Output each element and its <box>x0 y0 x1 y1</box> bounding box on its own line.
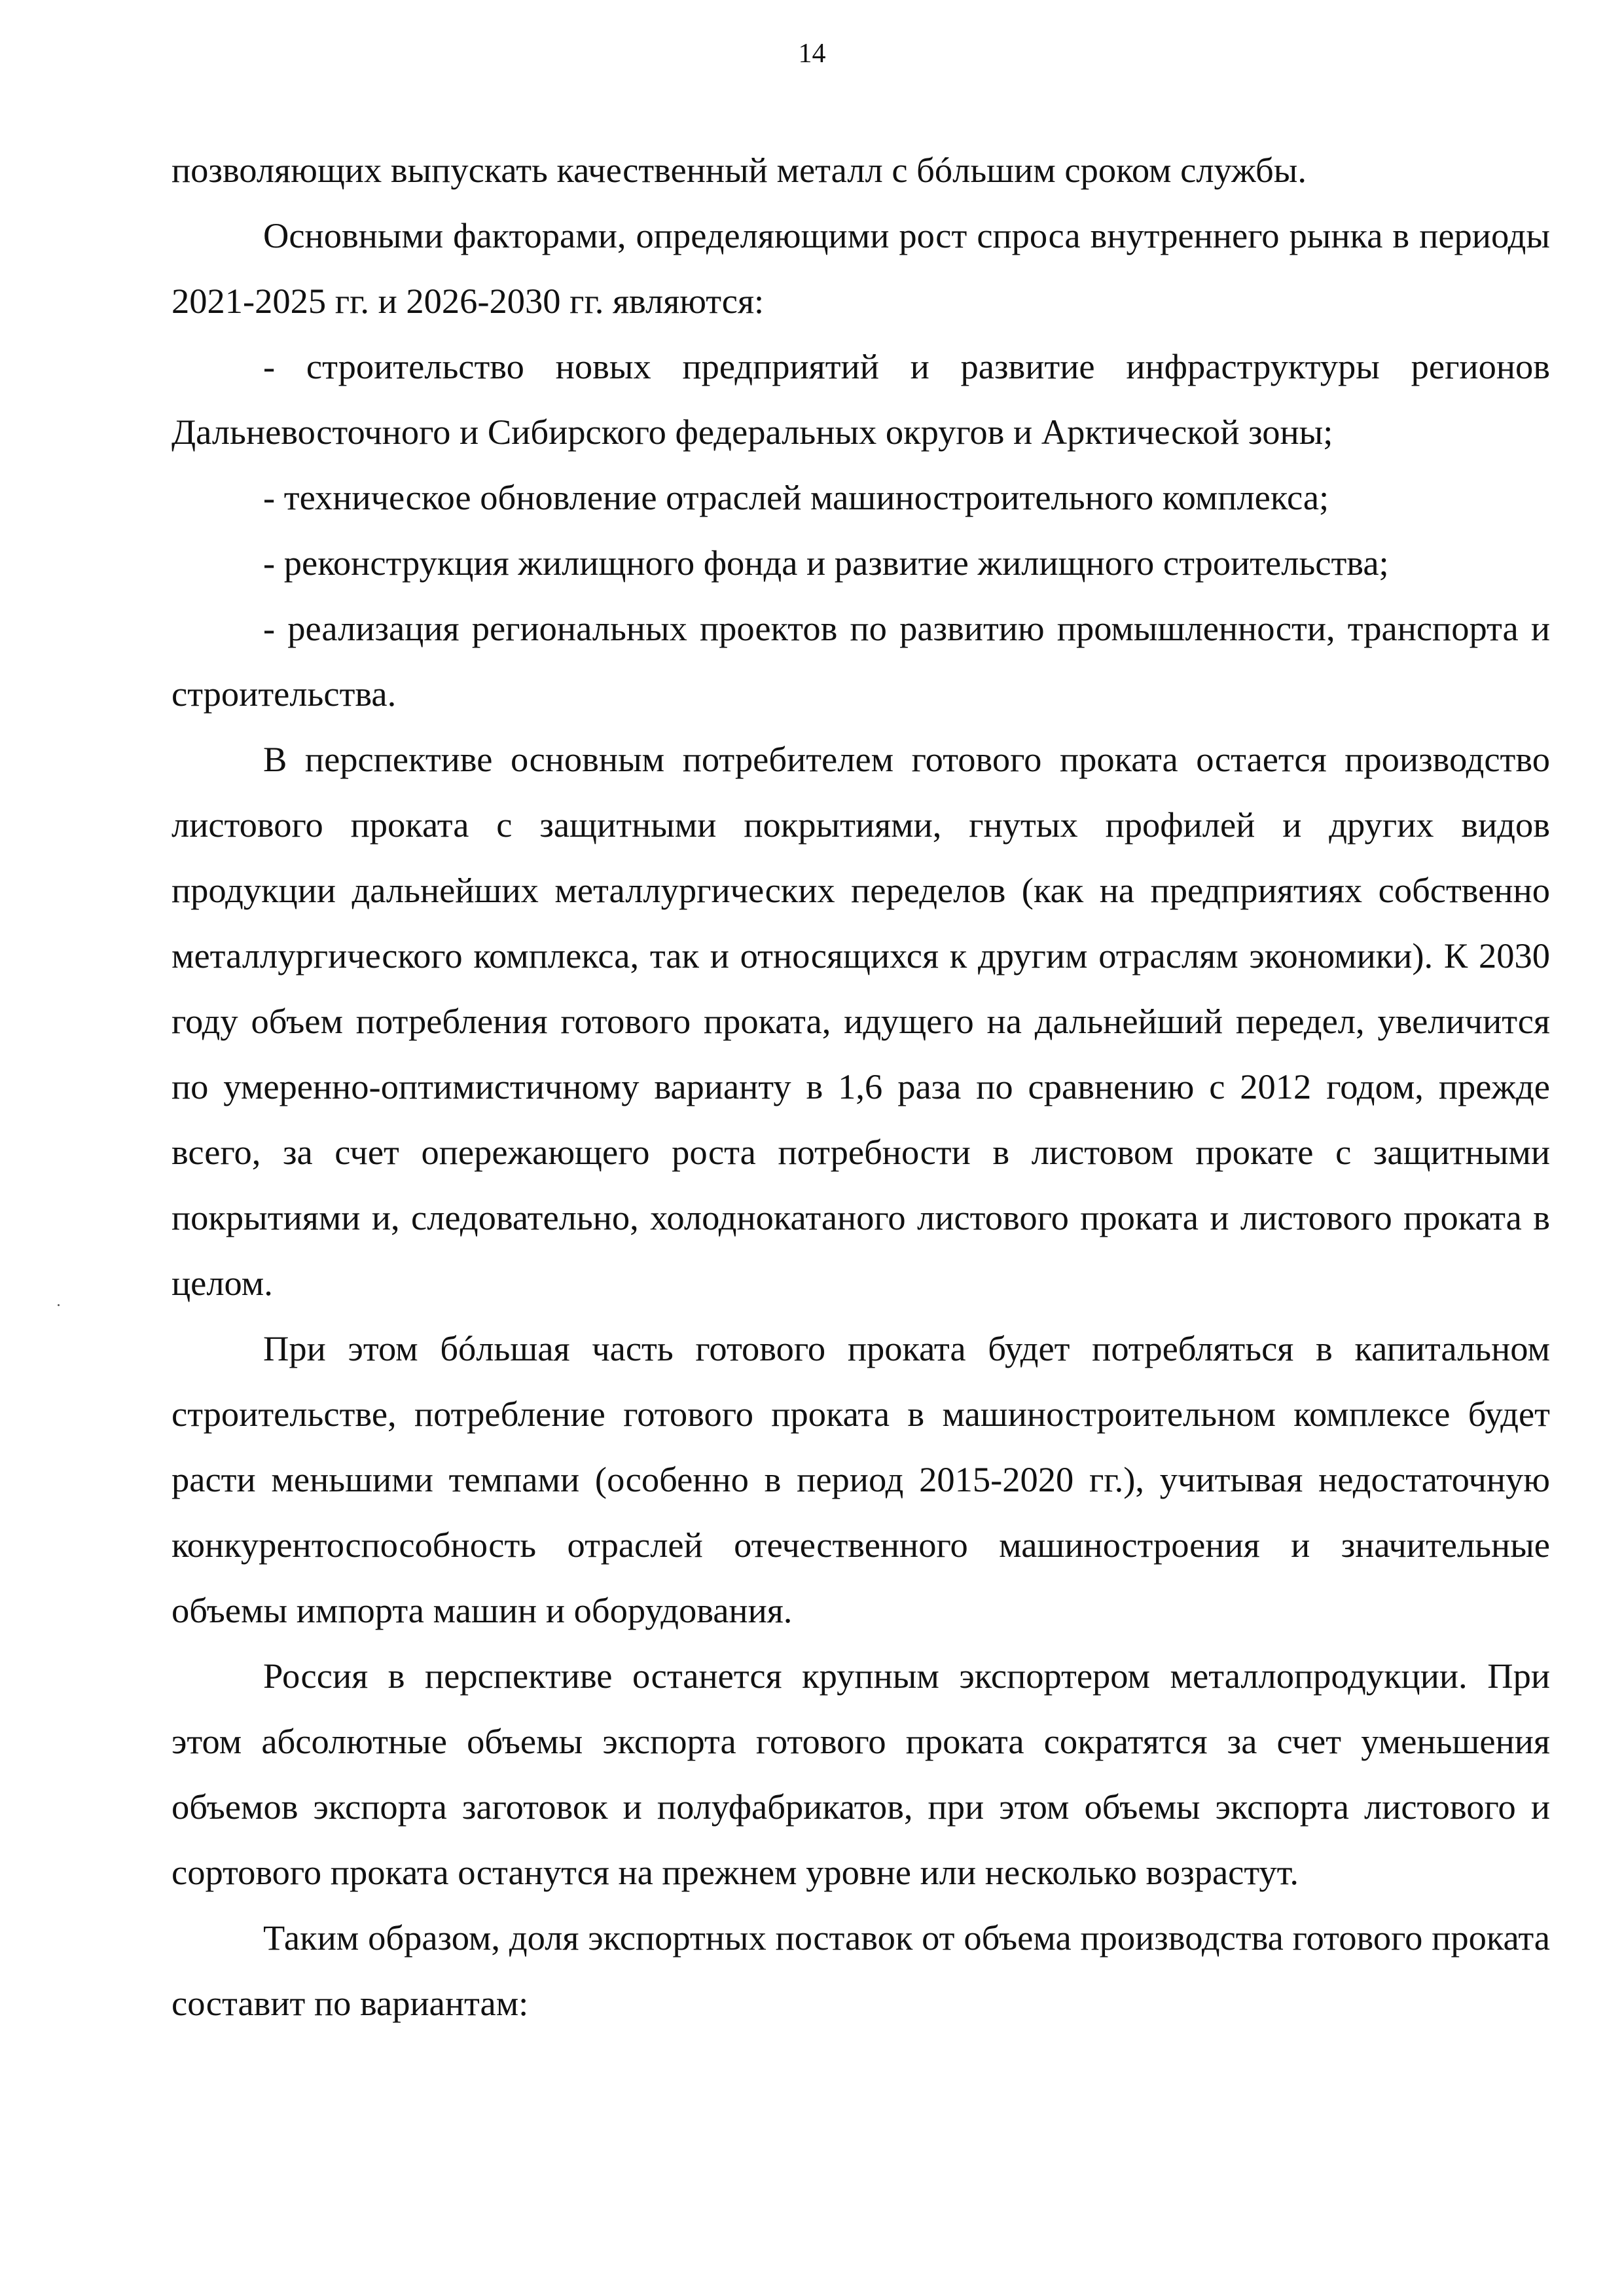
paragraph-continuation: позволяющих выпускать качественный металл с бóльшим сроком службы. <box>171 150 1307 190</box>
list-item-housing-reconstruction: - реконструкция жилищного фонда и развитие жилищного строительства; <box>263 543 1389 583</box>
paragraph-russia-export: Россия в перспективе останется крупным экспортером металлопродукции. При этом абсолютные объемы экспорта готового проката сократятся за счет уменьшения объемов экспорта заготовок и полуфабрикатов, при этом объемы экспорта листового и сортового проката останутся на прежнем уровне или несколько возрастут. <box>171 1656 1550 1892</box>
document-body <box>171 137 1550 2036</box>
paragraph-main-consumer: В перспективе основным потребителем готового проката остается производство листового проката с защитными покрытиями, гнутых профилей и других видов продукции дальнейших металлургических переделов (как на предприятиях собственно металлургического комплекса, так и относящихся к другим отраслям экономики). К 2030 году объем потребления готового проката, идущего на дальнейший передел, увеличится по умеренно-оптимистичному варианту в 1,6 раза по сравнению с 2012 годом, прежде всего, за счет опережающего роста потребности в листовом прокате с защитными покрытиями и, следовательно, холоднокатаного листового проката и листового проката в целом. <box>171 739 1550 1303</box>
list-item-regional-projects: - реализация региональных проектов по развитию промышленности, транспорта и строительства. <box>171 608 1550 714</box>
scan-speck <box>58 1304 60 1306</box>
paragraph-export-share: Таким образом, доля экспортных поставок от объема производства готового проката составит по вариантам: <box>171 1918 1550 2023</box>
list-item-technical-renewal: - техническое обновление отраслей машиностроительного комплекса; <box>263 477 1329 517</box>
page-number: 14 <box>798 39 826 69</box>
paragraph-factors-intro: Основными факторами, определяющими рост спроса внутреннего рынка в периоды 2021-2025 гг. и 2026-2030 гг. являются: <box>171 215 1550 321</box>
list-item-construction: - строительство новых предприятий и развитие инфраструктуры регионов Дальневосточного и Сибирского федеральных округов и Арктической зоны; <box>171 346 1550 452</box>
paragraph-capital-construction: При этом бóльшая часть готового проката будет потребляться в капитальном строительстве, потребление готового проката в машиностроительном комплексе будет расти меньшими темпами (особенно в период 2015-2020 гг.), учитывая недостаточную конкурентоспособность отраслей отечественного машиностроения и значительные объемы импорта машин и оборудования. <box>171 1328 1550 1630</box>
